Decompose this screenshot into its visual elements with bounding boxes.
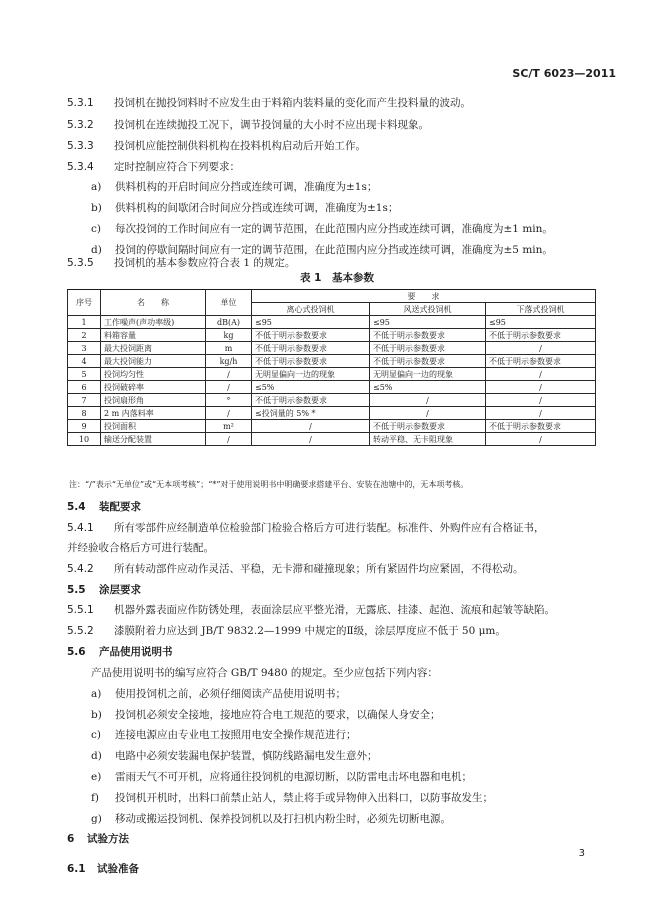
cell-gravity: /	[486, 407, 596, 420]
item-text: 供料机构的间歇闭合时间应分挡或连续可调，准确度为±1s；	[115, 202, 399, 214]
list-item	[91, 180, 377, 194]
section-number: 5.6	[67, 646, 86, 658]
cell-centrifugal: ≤投饲量的 5% *	[252, 407, 370, 420]
cell-name: 最大投饲距离	[101, 342, 206, 355]
cell-gravity: 不低于明示参数要求	[486, 355, 596, 368]
cell-gravity: /	[486, 433, 596, 446]
section-title: 产品使用说明书	[99, 646, 173, 658]
list-item	[91, 812, 451, 826]
clause-text: 投饲机在连续抛投工况下，调节投饲量的大小时不应出现卡料现象。	[114, 119, 429, 131]
clause-text: 所有零部件应经制造单位检验部门检验合格后方可进行装配。标准件、外购件应有合格证书，	[114, 522, 545, 534]
cell-name: 料箱容量	[101, 329, 206, 342]
clause-5-3-3	[67, 139, 366, 153]
clause-5-3-2	[67, 118, 429, 132]
item-label: d)	[91, 750, 102, 762]
cell-pneumatic: ≤5%	[370, 381, 486, 394]
table-row	[68, 316, 596, 329]
clause-5-3-5	[67, 256, 295, 270]
clause-5-4-1	[67, 521, 545, 535]
table-row	[68, 342, 596, 355]
item-text: 投饲机开机时，出料口前禁止站人，禁止将手或异物伸入出料口，以防事故发生；	[115, 792, 493, 804]
cell-name: 投饲面积	[101, 420, 206, 433]
cell-no: 7	[68, 394, 101, 407]
cell-no: 9	[68, 420, 101, 433]
table-row	[68, 368, 596, 381]
cell-name: 投饲均匀性	[101, 368, 206, 381]
section-intro: 产品使用说明书的编写应符合 GB/T 9480 的规定。至少应包括下列内容：	[91, 667, 438, 679]
cell-centrifugal: /	[252, 433, 370, 446]
cell-pneumatic: /	[370, 394, 486, 407]
table-row	[68, 381, 596, 394]
cell-pneumatic: 不低于明示参数要求	[370, 329, 486, 342]
section-6-1-heading	[67, 862, 139, 876]
header-name: 名 称	[101, 290, 206, 316]
item-text: 每次投饲的工作时间应有一定的调节范围，在此范围内应分挡或连续可调，准确度为±1 min。	[115, 223, 553, 235]
cell-pneumatic: 无明显偏向一边的现象	[370, 368, 486, 381]
item-label: a)	[91, 688, 102, 700]
cell-centrifugal: 不低于明示参数要求	[252, 394, 370, 407]
parameter-table	[67, 289, 596, 446]
cell-centrifugal: 不低于明示参数要求	[252, 355, 370, 368]
cell-centrifugal: /	[252, 420, 370, 433]
item-text: 供料机构的开启时间应分挡或连续可调，准确度为±1s；	[115, 181, 378, 193]
section-number: 5.5	[67, 584, 86, 596]
clause-5-4-2	[67, 562, 524, 576]
item-text: 雷雨天气不可开机，应将通往投饲机的电源切断，以防雷电击坏电器和电机；	[115, 771, 472, 783]
clause-number: 5.3.5	[67, 257, 94, 269]
item-label: f)	[91, 792, 99, 804]
cell-no: 2	[68, 329, 101, 342]
cell-no: 10	[68, 433, 101, 446]
cell-centrifugal: ≤95	[252, 316, 370, 329]
item-label: d)	[91, 244, 102, 256]
section-6-heading	[67, 832, 129, 846]
item-text: 投饲的停歇间隔时间应有一定的调节范围，在此范围内应分挡或连续可调，准确度为±5 min。	[115, 244, 553, 256]
cell-pneumatic: 不低于明示参数要求	[370, 342, 486, 355]
table-row	[68, 420, 596, 433]
section-number: 6	[67, 833, 75, 845]
cell-unit: kg/h	[206, 355, 252, 368]
cell-no: 8	[68, 407, 101, 420]
cell-no: 1	[68, 316, 101, 329]
cell-unit: °	[206, 394, 252, 407]
clause-continuation: 并经验收合格后方可进行装配。	[67, 542, 214, 554]
clause-text: 定时控制应符合下列要求：	[114, 161, 240, 173]
header-centrifugal: 离心式投饲机	[252, 303, 370, 316]
cell-centrifugal: ≤5%	[252, 381, 370, 394]
section-number: 6.1	[67, 863, 86, 875]
table-row	[68, 433, 596, 446]
cell-no: 3	[68, 342, 101, 355]
header-pneumatic: 风送式投饲机	[370, 303, 486, 316]
table-caption: 表 1 基本参数	[300, 272, 374, 284]
list-item	[91, 791, 493, 805]
item-label: e)	[91, 771, 102, 783]
clause-number: 5.3.2	[67, 119, 94, 131]
list-item	[91, 222, 553, 236]
cell-name: 工作噪声(声功率级)	[101, 316, 206, 329]
header-gravity: 下落式投饲机	[486, 303, 596, 316]
cell-unit: dB(A)	[206, 316, 252, 329]
list-item	[91, 243, 553, 257]
item-text: 连接电源应由专业电工按照用电安全操作规范进行；	[115, 729, 357, 741]
item-label: g)	[91, 813, 102, 825]
item-label: b)	[91, 202, 102, 214]
cell-gravity: /	[486, 342, 596, 355]
item-label: c)	[91, 223, 101, 235]
list-item	[91, 770, 472, 784]
clause-5-5-1	[67, 603, 555, 617]
cell-unit: /	[206, 433, 252, 446]
item-text: 移动或搬运投饲机、保养投饲机以及打扫机内粉尘时，必须先切断电源。	[115, 813, 451, 825]
cell-centrifugal: 无明显偏向一边的现象	[252, 368, 370, 381]
section-title: 试验准备	[97, 863, 139, 875]
item-text: 投饲机必须安全接地，接地应符合电工规范的要求，以确保人身安全；	[115, 709, 441, 721]
table-note: 注：“/”表示“无单位”或“无本项考核”；“*”对于使用说明书中明确要求搭建平台、安装在池塘中的，无本项考核。	[69, 480, 469, 489]
item-text: 电路中必须安装漏电保护装置，慎防线路漏电发生意外；	[115, 750, 378, 762]
list-item	[91, 749, 378, 763]
clause-5-3-4	[67, 160, 240, 174]
section-title: 涂层要求	[99, 584, 141, 596]
table-row	[68, 355, 596, 368]
cell-pneumatic: 不低于明示参数要求	[370, 355, 486, 368]
cell-gravity: 不低于明示参数要求	[486, 420, 596, 433]
cell-unit: /	[206, 407, 252, 420]
section-5-5-heading	[67, 583, 141, 597]
standard-code: SC/T 6023—2011	[512, 67, 616, 80]
cell-no: 4	[68, 355, 101, 368]
clause-number: 5.4.2	[67, 563, 94, 575]
clause-number: 5.3.1	[67, 97, 94, 109]
cell-name: 最大投饲能力	[101, 355, 206, 368]
cell-name: 投饲扇形角	[101, 394, 206, 407]
list-item	[91, 687, 346, 701]
cell-pneumatic: 转动平稳、无卡阻现象	[370, 433, 486, 446]
clause-5-5-2	[67, 624, 506, 638]
table-row	[68, 394, 596, 407]
page-number: 3	[578, 848, 585, 859]
clause-text: 投饲机的基本参数应符合表 1 的规定。	[114, 257, 296, 269]
clause-number: 5.5.1	[67, 604, 94, 616]
cell-no: 6	[68, 381, 101, 394]
cell-gravity: /	[486, 368, 596, 381]
cell-name: 投饲破碎率	[101, 381, 206, 394]
clause-text: 漆膜附着力应达到 JB/T 9832.2—1999 中规定的Ⅱ级，涂层厚度应不低于 50 μm。	[114, 625, 506, 637]
cell-unit: /	[206, 381, 252, 394]
clause-5-3-1	[67, 96, 471, 110]
cell-name: 输送分配装置	[101, 433, 206, 446]
section-title: 装配要求	[99, 501, 141, 513]
cell-gravity: ≤95	[486, 316, 596, 329]
clause-number: 5.3.4	[67, 161, 94, 173]
item-label: b)	[91, 709, 102, 721]
clause-number: 5.4.1	[67, 522, 94, 534]
table-row	[68, 407, 596, 420]
section-5-4-heading	[67, 500, 141, 514]
item-label: a)	[91, 181, 102, 193]
list-item	[91, 708, 441, 722]
clause-number: 5.3.3	[67, 140, 94, 152]
header-seq: 序号	[68, 290, 101, 316]
cell-unit: m²	[206, 420, 252, 433]
cell-unit: m	[206, 342, 252, 355]
cell-no: 5	[68, 368, 101, 381]
list-item	[91, 201, 398, 215]
table-row	[68, 329, 596, 342]
cell-centrifugal: 不低于明示参数要求	[252, 342, 370, 355]
cell-pneumatic: /	[370, 407, 486, 420]
cell-unit: /	[206, 368, 252, 381]
clause-text: 投饲机应能控制供料机构在投料机构启动后开始工作。	[114, 140, 366, 152]
cell-unit: kg	[206, 329, 252, 342]
item-text: 使用投饲机之前，必须仔细阅读产品使用说明书；	[115, 688, 346, 700]
cell-pneumatic: 不低于明示参数要求	[370, 420, 486, 433]
cell-gravity: 不低于明示参数要求	[486, 329, 596, 342]
item-label: c)	[91, 729, 101, 741]
header-unit: 单位	[206, 290, 252, 316]
cell-centrifugal: 不低于明示参数要求	[252, 329, 370, 342]
clause-text: 机器外露表面应作防锈处理，表面涂层应平整光滑，无露底、挂漆、起泡、流痕和起皱等缺陷。	[114, 604, 555, 616]
section-5-6-heading	[67, 645, 173, 659]
cell-gravity: /	[486, 381, 596, 394]
cell-name: 2 m 内落料率	[101, 407, 206, 420]
list-item	[91, 728, 357, 742]
section-title: 试验方法	[87, 833, 129, 845]
clause-text: 投饲机在抛投饲料时不应发生由于料箱内装料量的变化而产生投料量的波动。	[114, 97, 471, 109]
cell-pneumatic: ≤95	[370, 316, 486, 329]
cell-gravity: /	[486, 394, 596, 407]
section-number: 5.4	[67, 501, 86, 513]
clause-text: 所有转动部件应动作灵活、平稳，无卡滞和碰撞现象；所有紧固件均应紧固，不得松动。	[114, 563, 524, 575]
clause-number: 5.5.2	[67, 625, 94, 637]
header-requirements: 要 求	[252, 290, 596, 303]
